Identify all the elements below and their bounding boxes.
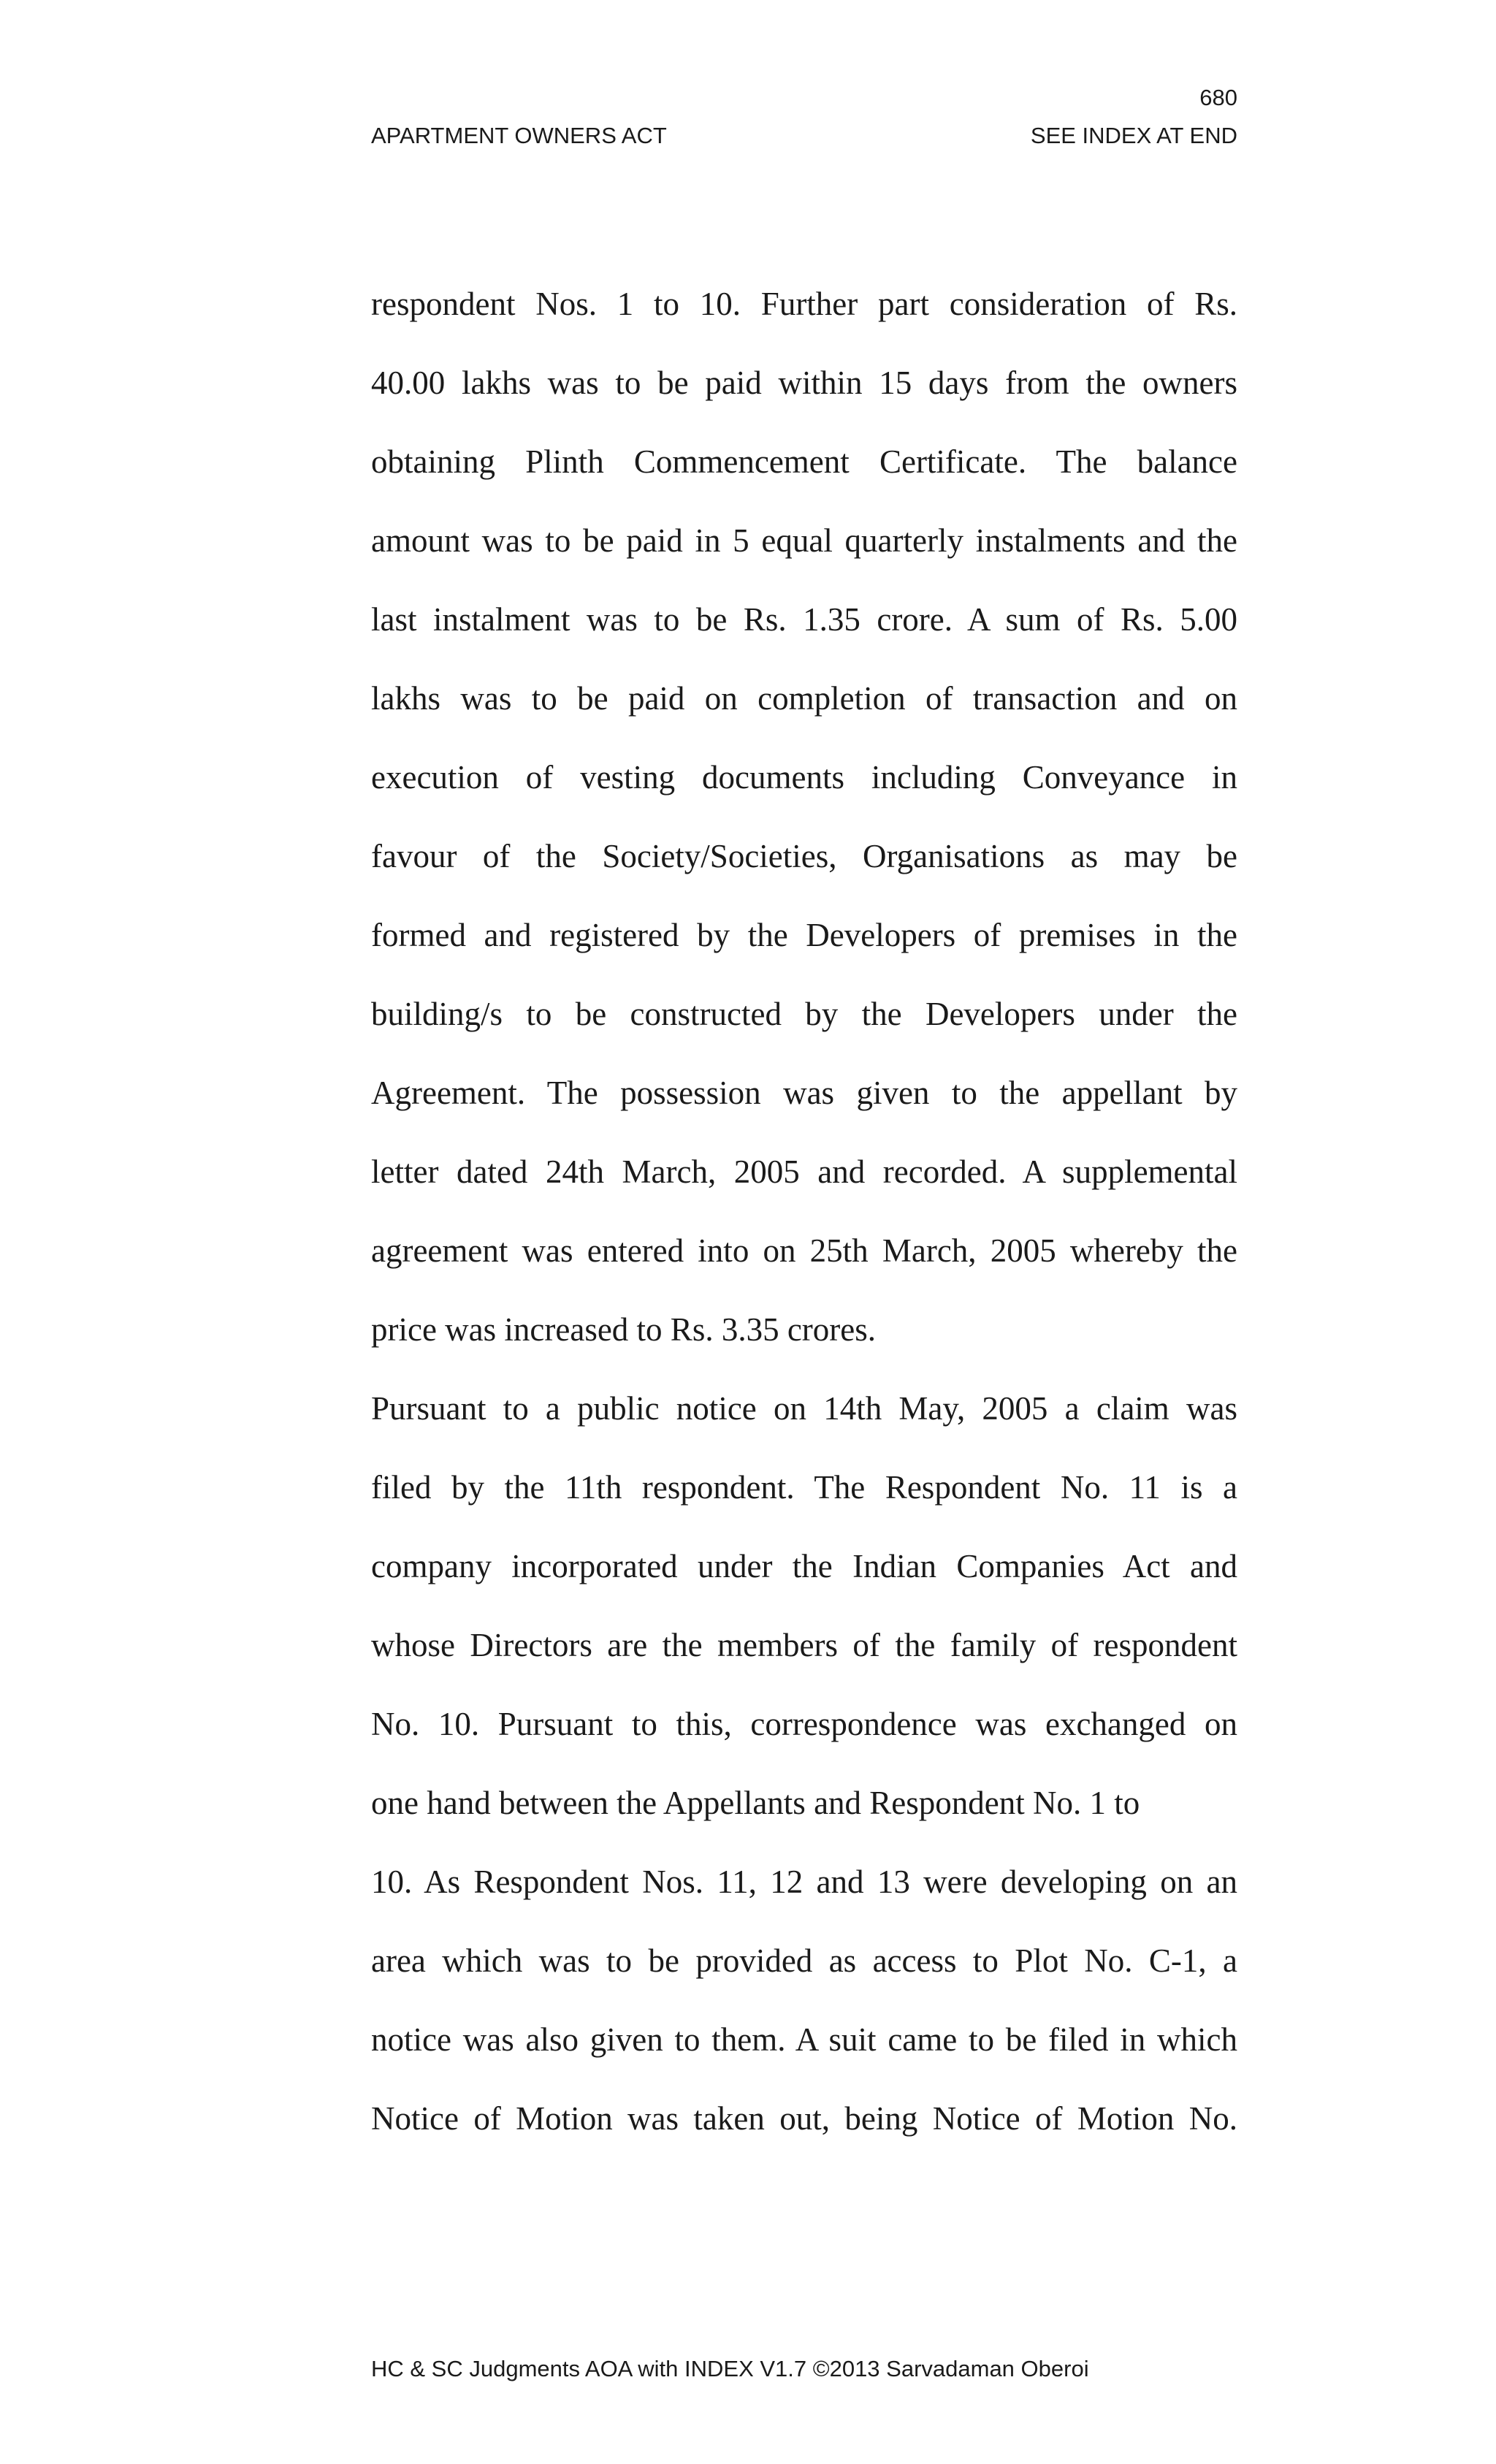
text-line: execution of vesting documents including Conveyance in xyxy=(371,759,1237,796)
text-line: formed and registered by the Developers of premises in the xyxy=(371,917,1237,953)
text-line: whose Directors are the members of the family of respondent xyxy=(371,1627,1237,1663)
body-text xyxy=(371,264,1237,2158)
text-line: agreement was entered into on 25th March, 2005 whereby the xyxy=(371,1232,1237,1269)
text-line: Agreement. The possession was given to the appellant by xyxy=(371,1075,1237,1111)
text-line: company incorporated under the Indian Companies Act and xyxy=(371,1548,1237,1584)
footer-copyright: HC & SC Judgments AOA with INDEX V1.7 ©2013 Sarvadaman Oberoi xyxy=(371,2356,1089,2381)
text-line: amount was to be paid in 5 equal quarterly instalments and the xyxy=(371,522,1237,559)
text-line: notice was also given to them. A suit came to be filed in which xyxy=(371,2021,1237,2058)
text-line: Pursuant to a public notice on 14th May, 2005 a claim was xyxy=(371,1390,1237,1427)
text-line: letter dated 24th March, 2005 and recorded. A supplemental xyxy=(371,1153,1237,1190)
text-line: 10. As Respondent Nos. 11, 12 and 13 were developing on an xyxy=(371,1864,1237,1900)
text-line: 40.00 lakhs was to be paid within 15 days from the owners xyxy=(371,365,1237,401)
page-number: 680 xyxy=(1199,85,1237,110)
text-line: favour of the Society/Societies, Organisations as may be xyxy=(371,838,1237,874)
running-head-index-note: SEE INDEX AT END xyxy=(1030,123,1237,148)
text-line: obtaining Plinth Commencement Certificate. The balance xyxy=(371,443,1237,480)
text-line: building/s to be constructed by the Developers under the xyxy=(371,996,1237,1032)
text-line: Notice of Motion was taken out, being Notice of Motion No. xyxy=(371,2100,1237,2137)
running-head-title: APARTMENT OWNERS ACT xyxy=(371,123,667,148)
text-line-short: one hand between the Appellants and Respondent No. 1 to xyxy=(371,1785,1140,1821)
text-line-paragraph-end: price was increased to Rs. 3.35 crores. xyxy=(371,1311,877,1348)
text-line: lakhs was to be paid on completion of transaction and on xyxy=(371,680,1237,717)
text-line: area which was to be provided as access to Plot No. C-1, a xyxy=(371,1942,1237,1979)
text-line: No. 10. Pursuant to this, correspondence was exchanged on xyxy=(371,1706,1237,1742)
text-line: last instalment was to be Rs. 1.35 crore. A sum of Rs. 5.00 xyxy=(371,601,1237,638)
text-line: filed by the 11th respondent. The Respondent No. 11 is a xyxy=(371,1469,1237,1506)
text-line: respondent Nos. 1 to 10. Further part consideration of Rs. xyxy=(371,286,1237,322)
